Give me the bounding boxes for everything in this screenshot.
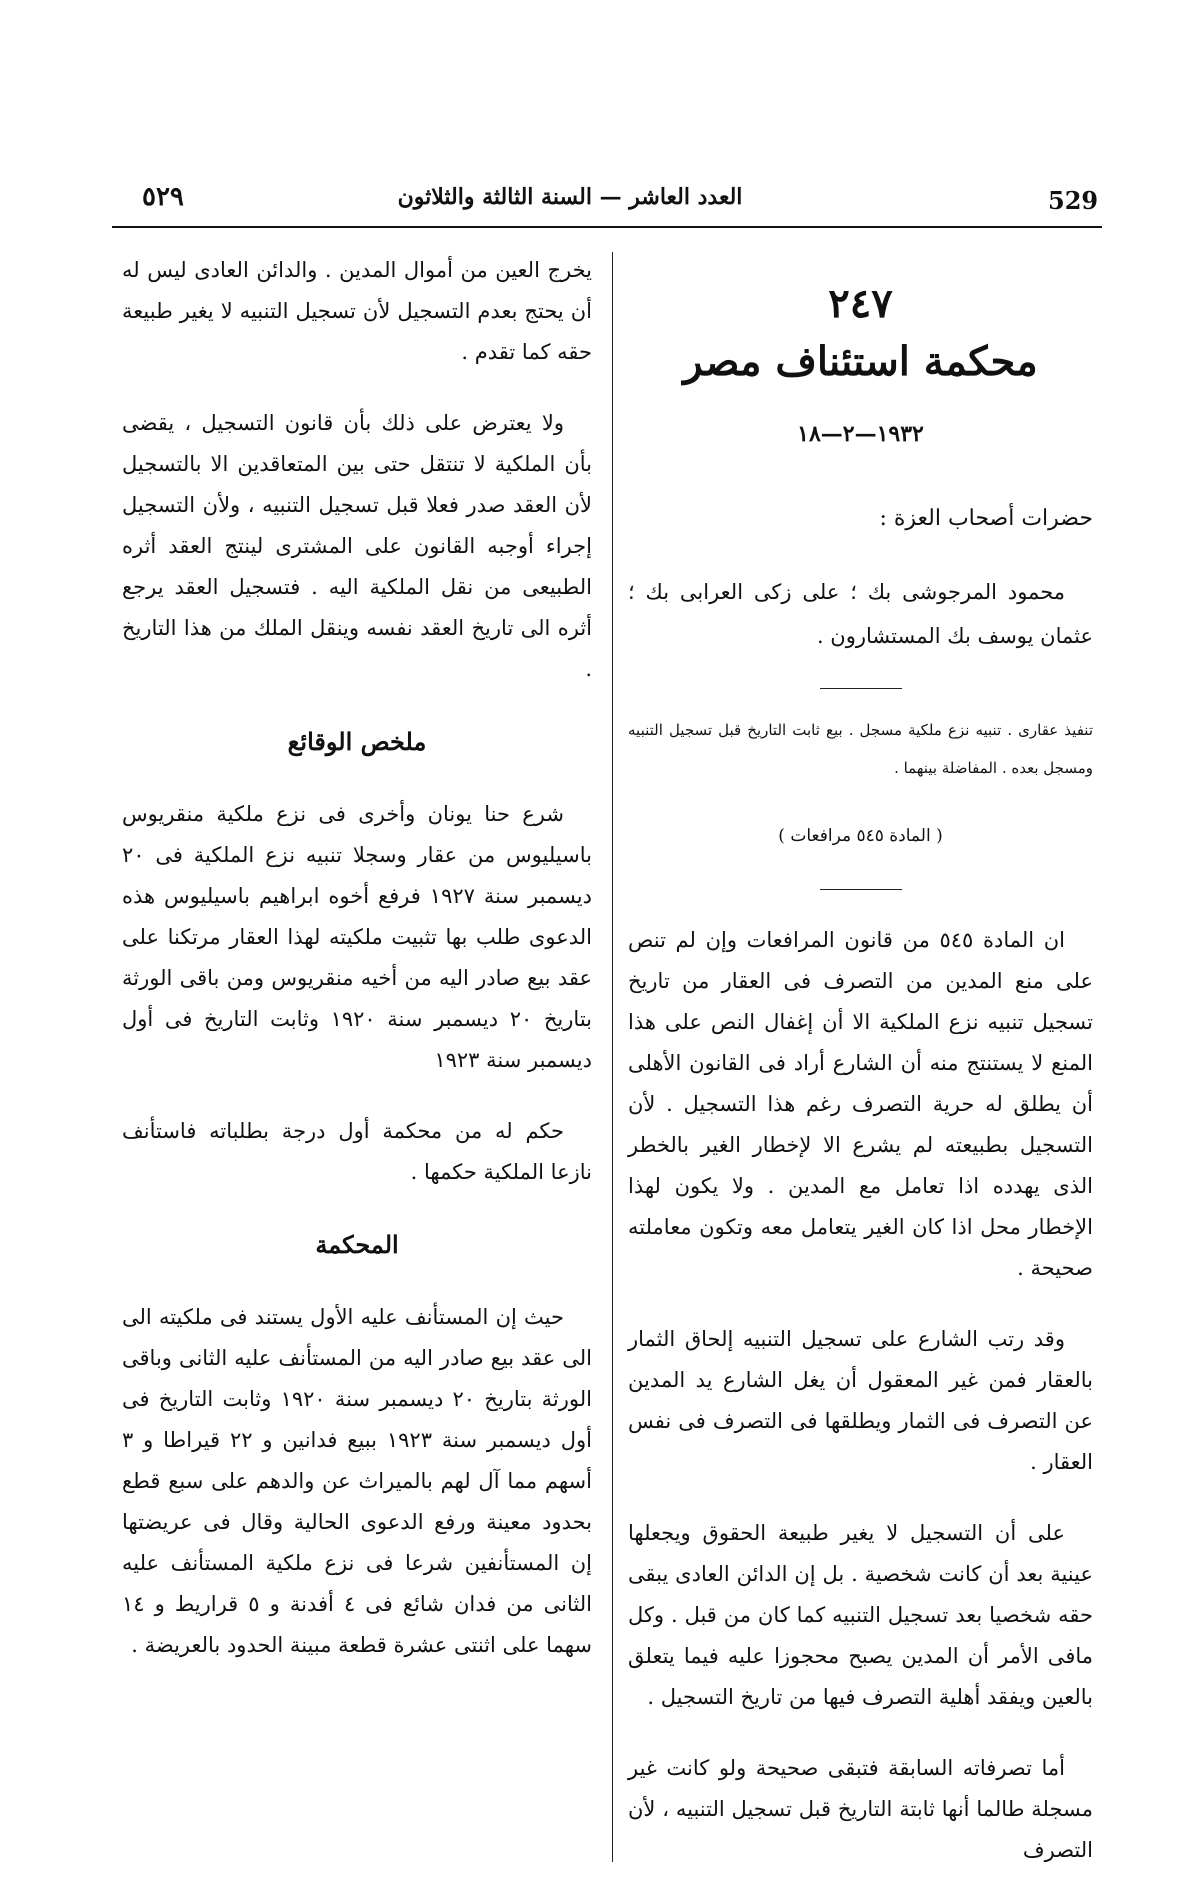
- case-date: ١٩٣٢—٢—١٨: [797, 421, 924, 447]
- article-reference: ( المادة ٥٤٥ مرافعات ): [778, 826, 943, 846]
- court-heading: المحكمة: [315, 1230, 399, 1259]
- court-name: محكمة استئناف مصر: [683, 338, 1038, 385]
- running-title: العدد العاشر — السنة الثالثة والثلاثون: [397, 184, 743, 210]
- paragraph: وقد رتب الشارع على تسجيل التنبيه إلحاق الثمار بالعقار فمن غير المعقول أن يغل الشارع يد المدين عن التصرف فى الثمار ويطلقها فى التصرف فى نفس العقار .: [628, 1327, 1093, 1474]
- paragraph: ولا يعترض على ذلك بأن قانون التسجيل ، يقضى بأن الملكية لا تنتقل حتى بين المتعاقدين الا بالتسجيل لأن العقد صدر فعلا قبل تسجيل التنبيه ، ولأن التسجيل إجراء أوجبه القانون على المشترى لينتج العقد أثره الطبيعى من نقل الملكية اليه . فتسجيل العقد يرجع أثره الى تاريخ العقد نفسه وينقل الملك من هذا التاريخ .: [122, 411, 592, 681]
- paragraph: يخرج العين من أموال المدين . والدائن العادى ليس له أن يحتج بعدم التسجيل لأن تسجيل التنبيه لا يغير طبيعة حقه كما تقدم .: [122, 258, 592, 364]
- separator-rule: [820, 688, 902, 689]
- facts-heading: ملخص الوقائع: [287, 727, 427, 756]
- case-number: ٢٤٧: [828, 280, 893, 327]
- page-number-arabic: ٥٢٩: [142, 182, 184, 212]
- separator-rule: [820, 889, 902, 890]
- judges-list: محمود المرجوشى بك ؛ على زكى العرابى بك ؛ عثمان يوسف بك المستشارون .: [628, 580, 1093, 648]
- paragraph: أما تصرفاته السابقة فتبقى صحيحة ولو كانت غير مسجلة طالما أنها ثابتة التاريخ قبل تسجيل التنبيه ، لأن التصرف: [628, 1756, 1093, 1862]
- paragraph: ان المادة ٥٤٥ من قانون المرافعات وإن لم تنص على منع المدين من التصرف فى العقار من تاريخ تسجيل تنبيه نزع الملكية الا أن إغفال النص على هذا المنع لا يستنتج منه أن الشارع أراد فى القانون الأهلى أن يطلق له حرية التصرف رغم هذا التسجيل . لأن التسجيل بطبيعته لم يشرع الا لإخطار الغير بالخطر الذى يهدده اذا تعامل مع المدين . ولا يكون لهذا الإخطار محل اذا كان الغير يتعامل معه وتكون معاملته صحيحة .: [628, 928, 1093, 1280]
- paragraph: حيث إن المستأنف عليه الأول يستند فى ملكيته الى الى عقد بيع صادر اليه من المستأنف عليه الثانى وباقى الورثة بتاريخ ٢٠ ديسمبر سنة ١٩٢٠ وثابت التاريخ فى أول ديسمبر سنة ١٩٢٣ ببيع فدانين و ٢٢ قيراطا و ٣ أسهم مما آل لهم بالميراث عن والدهم على سبع قطع بحدود معينة ورفع الدعوى الحالية وقال فى عريضتها إن المستأنفين شرعا فى نزع ملكية المستأنف عليه الثانى من فدان شائع فى ٤ أفدنة و ٥ قراريط و ١٤ سهما على اثنتى عشرة قطعة مبينة الحدود بالعريضة .: [122, 1305, 592, 1657]
- right-column: [628, 250, 1093, 1901]
- page-header: [0, 0, 1181, 224]
- headnote-keywords: تنفيذ عقارى . تنبيه نزع ملكية مسجل . بيع ثابت التاريخ قبل تسجيل التنبيه ومسجل بعده . المفاضلة بينهما .: [628, 721, 1093, 777]
- column-divider: [612, 252, 613, 1862]
- attendance-label: حضرات أصحاب العزة :: [879, 506, 1093, 531]
- left-column: [122, 250, 592, 1696]
- paragraph: شرع حنا يونان وأخرى فى نزع ملكية منقريوس باسيليوس من عقار وسجلا تنبيه نزع الملكية فى ٢٠ ديسمبر سنة ١٩٢٧ فرفع أخوه ابراهيم باسيليوس هذه الدعوى طلب بها تثبيت ملكيته لهذا العقار مرتكنا على عقد بيع صادر اليه من أخيه منقريوس ومن باقى الورثة بتاريخ ٢٠ ديسمبر سنة ١٩٢٠ وثابت التاريخ فى أول ديسمبر سنة ١٩٢٣: [122, 802, 593, 1072]
- page-number-latin: 529: [1048, 186, 1099, 215]
- header-rule: [112, 226, 1102, 228]
- paragraph: على أن التسجيل لا يغير طبيعة الحقوق ويجعلها عينية بعد أن كانت شخصية . بل إن الدائن العادى يبقى حقه شخصيا بعد تسجيل التنبيه كما كان من قبل . وكل مافى الأمر أن المدين يصبح محجوزا عليه فيما يتعلق بالعين ويفقد أهلية التصرف فيها من تاريخ التسجيل .: [628, 1521, 1093, 1709]
- paragraph: حكم له من محكمة أول درجة بطلباته فاستأنف نازعا الملكية حكمها .: [122, 1119, 592, 1184]
